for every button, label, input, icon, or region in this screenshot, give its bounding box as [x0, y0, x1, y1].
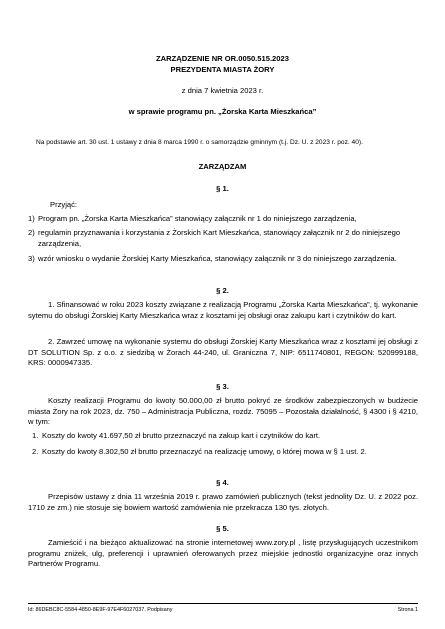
- footer-divider: [28, 603, 418, 604]
- issuer-title: PREZYDENTA MIASTA ŻORY: [170, 65, 275, 74]
- section-1-mark: § 1.: [216, 184, 229, 193]
- section-5-mark: § 5.: [216, 524, 229, 533]
- document-subject: w sprawie programu pn. „Żorska Karta Mieszkańca”: [128, 107, 317, 116]
- section-3-mark: § 3.: [216, 382, 229, 391]
- section-1-intro: Przyjąć:: [50, 200, 78, 209]
- list-item-number: 3): [28, 254, 35, 263]
- section-5-text: Zamieścić i na bieżąco aktualizować na stronie internetowej www.zory.pl , listę przysługujących uczestnikom programu zniżek, ulg, preferencji i uprawnień oferowanych przez miejskie jednostki organizacyjne oraz innych Partnerów Programu.: [28, 538, 418, 569]
- legal-basis: Na podstawie art. 30 ust. 1 ustawy z dnia 8 marca 1990 r. o samorządzie gminnym (t.j. Dz. U. z 2023 r. poz. 40).: [36, 139, 363, 146]
- section-2-mark: § 2.: [216, 286, 229, 295]
- document-id: Id: 86DEBC8C-5584-4850-8E9F-97E4F6027037. Podpisany: [28, 607, 173, 613]
- decree-word: ZARZĄDZAM: [198, 162, 247, 171]
- section-2-paragraph-2: 2. Zawrzeć umowę na wykonanie systemu do obsługi Żorskiej Karty Mieszkańca wraz z kosztami jej obsługi z DT SOLUTION Sp. z o.o. z siedzibą w Żorach 44-240, ul. Graniczna 7, NIP: 6511740801, REGON: 520999188, KRS: 0000947335.: [28, 337, 418, 368]
- list-item-text: regulamin przyznawania i korzystania z Żorskich Kart Mieszkańca, stanowiący załącznik nr 2 do niniejszego zarządzenia,: [38, 228, 401, 248]
- section-3-intro: Koszty realizacji Programu do kwoty 50.000,00 zł brutto pokryć ze środków zabezpieczonych w budżecie miasta Żory na rok 2023, dz. 750 – Administracja Publiczna, rozdz. 75095 – Pozostała działalność, § 4300 i § 4210, w tym:: [28, 396, 418, 427]
- list-item-number: 2.: [32, 447, 39, 456]
- list-item-text: Program pn. „Żorska Karta Mieszkańca” stanowiący załącznik nr 1 do niniejszego zarządzenia,: [38, 214, 357, 223]
- section-2-paragraph-1: 1. Sfinansować w roku 2023 koszty związane z realizacją Programu „Żorska Karta Mieszkańca”, tj. wykonanie sytemu do obsługi Żorskiej Karty Mieszkańca wraz z kosztami jej obsługi oraz zakupu kart i czytników do kart.: [28, 300, 418, 320]
- section-4-mark: § 4.: [216, 478, 229, 487]
- list-item-text: Koszty do kwoty 41.697,50 zł brutto przeznaczyć na zakup kart i czytników do kart.: [42, 431, 321, 440]
- list-item-number: 2): [28, 228, 35, 237]
- document-title: ZARZĄDZENIE NR OR.0050.515.2023: [156, 54, 289, 63]
- list-item-number: 1): [28, 214, 35, 223]
- page-number: Strona 1: [397, 607, 418, 613]
- list-item-text: Koszty do kwoty 8.302,50 zł brutto przeznaczyć na realizację umowy, o której mowa w § 1 ust. 2.: [42, 447, 367, 456]
- list-item-number: 1.: [32, 431, 39, 440]
- document-date: z dnia 7 kwietnia 2023 r.: [181, 86, 264, 95]
- section-4-text: Przepisów ustawy z dnia 11 września 2019 r. prawo zamówień publicznych (tekst jednolity Dz. U. z 2022 poz. 1710 ze zm.) nie stosuje się bowiem wartość zamówienia nie przekracza 130 tys. złotych.: [28, 492, 418, 512]
- list-item-text: wzór wniosku o wydanie Żorskiej Karty Mieszkańca, stanowiący załącznik nr 3 do niniejszego zarządzenia.: [38, 254, 397, 263]
